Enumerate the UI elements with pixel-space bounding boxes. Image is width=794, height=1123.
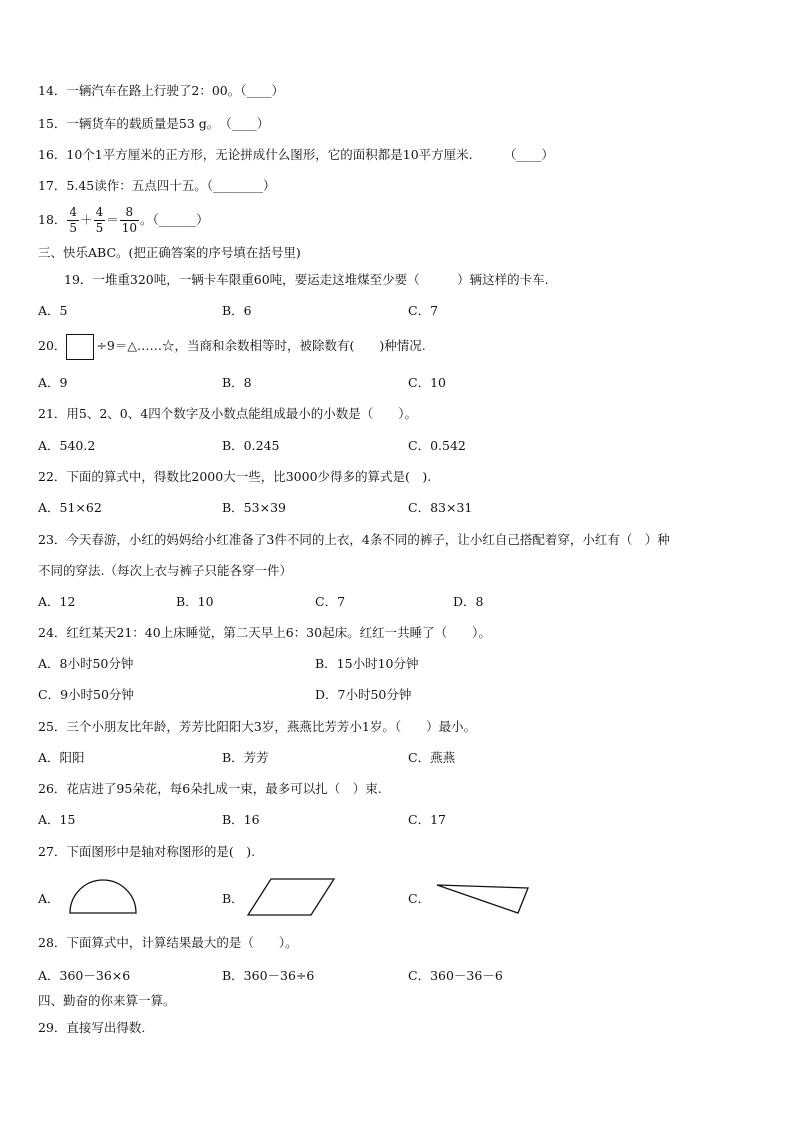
question-15: 15．一辆货车的载质量是53 g。 （____） [38,116,270,131]
question-18-tail: 。（______） [140,212,209,227]
equals-sign: ＝ [106,212,119,227]
question-28: 28．下面算式中，计算结果最大的是（ ）。 [38,935,298,950]
fraction-c-numerator: 8 [120,205,139,221]
fraction-b-denominator: 5 [95,221,104,235]
blank-square-box [66,334,94,360]
question-21: 21．用5、2、0、4四个数字及小数点能组成最小的小数是（ ）。 [38,406,417,421]
question-19: 19．一堆重320吨，一辆卡车限重60吨，要运走这堆煤至少要（ ）辆这样的卡车. [64,272,549,287]
q20-option-b: B．8 [222,375,252,390]
q27-option-c: C． [408,891,431,906]
parallelogram-shape [246,877,338,919]
fraction-c [120,205,139,236]
q22-option-c: C．83×31 [408,500,473,515]
question-20 [38,332,426,360]
q23-option-a: A．12 [38,594,76,609]
q27-option-b: B． [222,891,244,906]
question-20-text: ÷9＝△……☆，当商和余数相等时，被除数有( )种情况. [96,338,426,353]
question-26: 26．花店进了95朵花，每6朵扎成一束，最多可以扎（ ）束. [38,781,382,796]
question-20-label: 20． [38,338,67,353]
q27-option-a: A． [38,891,60,906]
q21-option-c: C．0.542 [408,438,466,453]
q24-option-c: C．9小时50分钟 [38,687,134,702]
semicircle-shape [68,876,140,916]
right-triangle-shape [434,882,534,916]
q20-option-a: A．9 [38,375,68,390]
q26-option-c: C．17 [408,812,446,827]
q24-option-a: A．8小时50分钟 [38,656,134,671]
fraction-a-denominator: 5 [69,221,78,235]
q21-option-a: A．540.2 [38,438,96,453]
plus-sign: ＋ [80,212,93,227]
section-4-heading: 四、勤奋的你来算一算。 [38,993,176,1008]
q24-option-d: D．7小时50分钟 [315,687,412,702]
q21-option-b: B．0.245 [222,438,280,453]
question-23-line-2: 不同的穿法.（每次上衣与裤子只能各穿一件） [38,563,292,578]
q26-option-b: B．16 [222,812,260,827]
q24-option-b: B．15小时10分钟 [315,656,419,671]
section-3-heading: 三、快乐ABC。(把正确答案的序号填在括号里) [38,245,301,260]
q28-option-c: C．360－36－6 [408,968,503,983]
fraction-b [94,205,106,236]
question-18-label: 18． [38,212,67,227]
question-17: 17．5.45读作：五点四十五。（________） [38,178,276,193]
q28-option-b: B．360－36÷6 [222,968,315,983]
q19-option-b: B．6 [222,303,252,318]
q20-option-c: C．10 [408,375,446,390]
q19-option-a: A．5 [38,303,68,318]
q22-option-b: B．53×39 [222,500,286,515]
q23-option-d: D．8 [453,594,484,609]
q19-option-c: C．7 [408,303,439,318]
fraction-a [67,205,79,236]
question-14: 14．一辆汽车在路上行驶了2：00。（____） [38,83,285,98]
fraction-b-numerator: 4 [95,205,104,219]
question-18 [38,203,209,237]
question-22: 22．下面的算式中，得数比2000大一些，比3000少得多的算式是( ). [38,469,432,484]
question-16: 16．10个1平方厘米的正方形，无论拼成什么图形，它的面积都是10平方厘米. （____） [38,147,554,162]
fraction-c-denominator: 10 [121,221,137,235]
q25-option-c: C．燕燕 [408,750,456,765]
question-27: 27．下面图形中是轴对称图形的是( ). [38,844,256,859]
question-23-line-1: 23．今天春游，小红的妈妈给小红准备了3件不同的上衣，4条不同的裤子，让小红自己搭配着穿，小红有（ ）种 [38,532,670,547]
q26-option-a: A．15 [38,812,76,827]
question-25: 25．三个小朋友比年龄，芳芳比阳阳大3岁，燕燕比芳芳小1岁。（ ）最小。 [38,719,477,734]
question-29: 29．直接写出得数. [38,1020,146,1035]
q23-option-b: B．10 [176,594,214,609]
q25-option-a: A．阳阳 [38,750,85,765]
fraction-a-numerator: 4 [69,205,78,219]
q28-option-a: A．360－36×6 [38,968,131,983]
q23-option-c: C．7 [315,594,346,609]
q22-option-a: A．51×62 [38,500,102,515]
q25-option-b: B．芳芳 [222,750,269,765]
question-24: 24．红红某天21：40上床睡觉，第二天早上6：30起床。红红一共睡了（ ）。 [38,625,491,640]
